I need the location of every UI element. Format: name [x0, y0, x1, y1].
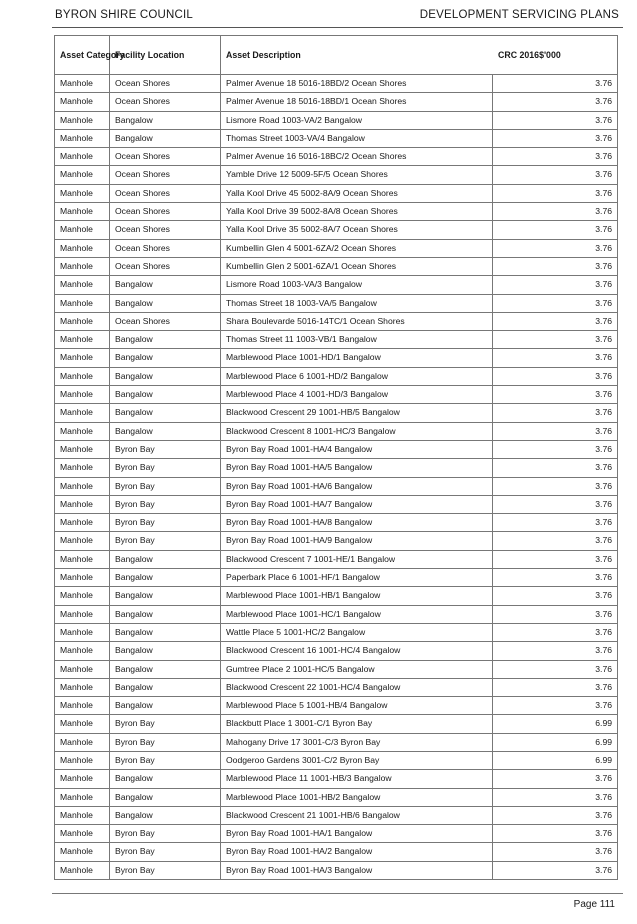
table-row: [55, 459, 618, 477]
table-header-row: [55, 36, 618, 75]
cell-asset-description: Blackwood Crescent 7 1001-HE/1 Bangalow: [221, 550, 493, 568]
cell-facility-location: Bangalow: [110, 276, 221, 294]
cell-crc: 3.76: [493, 697, 618, 715]
cell-asset-category: Manhole: [55, 459, 110, 477]
cell-facility-location: Bangalow: [110, 569, 221, 587]
asset-table: [54, 35, 618, 880]
cell-crc: 3.76: [493, 587, 618, 605]
cell-facility-location: Ocean Shores: [110, 203, 221, 221]
table-row: [55, 550, 618, 568]
table-row: [55, 294, 618, 312]
table-row: [55, 111, 618, 129]
cell-asset-description: Yalla Kool Drive 45 5002-8A/9 Ocean Shores: [221, 184, 493, 202]
cell-crc: 3.76: [493, 111, 618, 129]
cell-facility-location: Bangalow: [110, 642, 221, 660]
cell-asset-description: Gumtree Place 2 1001-HC/5 Bangalow: [221, 660, 493, 678]
cell-crc: 3.76: [493, 459, 618, 477]
cell-crc: 3.76: [493, 386, 618, 404]
cell-asset-category: Manhole: [55, 75, 110, 93]
cell-crc: 3.76: [493, 93, 618, 111]
cell-facility-location: Bangalow: [110, 605, 221, 623]
cell-crc: 3.76: [493, 843, 618, 861]
cell-asset-description: Byron Bay Road 1001-HA/7 Bangalow: [221, 495, 493, 513]
cell-facility-location: Bangalow: [110, 129, 221, 147]
cell-asset-description: Blackwood Crescent 29 1001-HB/5 Bangalow: [221, 404, 493, 422]
cell-crc: 3.76: [493, 550, 618, 568]
cell-asset-description: Byron Bay Road 1001-HA/2 Bangalow: [221, 843, 493, 861]
table-row: [55, 569, 618, 587]
cell-crc: 3.76: [493, 404, 618, 422]
cell-asset-description: Marblewood Place 1001-HB/2 Bangalow: [221, 788, 493, 806]
cell-asset-category: Manhole: [55, 203, 110, 221]
cell-crc: 3.76: [493, 257, 618, 275]
cell-facility-location: Byron Bay: [110, 477, 221, 495]
cell-crc: 3.76: [493, 788, 618, 806]
cell-asset-category: Manhole: [55, 715, 110, 733]
cell-asset-description: Palmer Avenue 16 5016-18BC/2 Ocean Shores: [221, 148, 493, 166]
cell-asset-category: Manhole: [55, 386, 110, 404]
cell-facility-location: Byron Bay: [110, 459, 221, 477]
cell-crc: 3.76: [493, 678, 618, 696]
cell-asset-category: Manhole: [55, 276, 110, 294]
table-row: [55, 221, 618, 239]
cell-facility-location: Ocean Shores: [110, 75, 221, 93]
cell-asset-category: Manhole: [55, 129, 110, 147]
cell-asset-description: Marblewood Place 1001-HB/1 Bangalow: [221, 587, 493, 605]
table-row: [55, 642, 618, 660]
cell-facility-location: Bangalow: [110, 294, 221, 312]
cell-asset-description: Marblewood Place 11 1001-HB/3 Bangalow: [221, 770, 493, 788]
cell-facility-location: Bangalow: [110, 111, 221, 129]
cell-crc: 3.76: [493, 221, 618, 239]
table-row: [55, 587, 618, 605]
cell-facility-location: Byron Bay: [110, 751, 221, 769]
cell-facility-location: Bangalow: [110, 349, 221, 367]
cell-asset-description: Yamble Drive 12 5009-5F/5 Ocean Shores: [221, 166, 493, 184]
cell-facility-location: Bangalow: [110, 367, 221, 385]
cell-asset-category: Manhole: [55, 532, 110, 550]
cell-asset-category: Manhole: [55, 221, 110, 239]
table-row: [55, 422, 618, 440]
table-row: [55, 788, 618, 806]
cell-facility-location: Byron Bay: [110, 715, 221, 733]
cell-facility-location: Ocean Shores: [110, 239, 221, 257]
cell-facility-location: Bangalow: [110, 587, 221, 605]
cell-asset-description: Paperbark Place 6 1001-HF/1 Bangalow: [221, 569, 493, 587]
cell-asset-category: Manhole: [55, 422, 110, 440]
column-header-group: [221, 36, 618, 75]
cell-crc: 3.76: [493, 75, 618, 93]
cell-asset-description: Lismore Road 1003-VA/2 Bangalow: [221, 111, 493, 129]
cell-asset-category: Manhole: [55, 678, 110, 696]
table-row: [55, 678, 618, 696]
table-row: [55, 440, 618, 458]
table-row: [55, 93, 618, 111]
table-row: [55, 148, 618, 166]
cell-asset-description: Yalla Kool Drive 35 5002-8A/7 Ocean Shores: [221, 221, 493, 239]
cell-facility-location: Byron Bay: [110, 825, 221, 843]
cell-asset-description: Blackwood Crescent 8 1001-HC/3 Bangalow: [221, 422, 493, 440]
cell-facility-location: Ocean Shores: [110, 148, 221, 166]
cell-crc: 3.76: [493, 440, 618, 458]
cell-asset-description: Wattle Place 5 1001-HC/2 Bangalow: [221, 623, 493, 641]
cell-asset-description: Kumbellin Glen 4 5001-6ZA/2 Ocean Shores: [221, 239, 493, 257]
cell-asset-category: Manhole: [55, 111, 110, 129]
page-number: Page 111: [573, 899, 615, 910]
cell-crc: 3.76: [493, 532, 618, 550]
cell-crc: 3.76: [493, 770, 618, 788]
table-row: [55, 843, 618, 861]
cell-asset-category: Manhole: [55, 788, 110, 806]
cell-crc: 3.76: [493, 514, 618, 532]
cell-asset-category: Manhole: [55, 477, 110, 495]
cell-asset-description: Byron Bay Road 1001-HA/9 Bangalow: [221, 532, 493, 550]
cell-asset-description: Oodgeroo Gardens 3001-C/2 Byron Bay: [221, 751, 493, 769]
cell-asset-description: Byron Bay Road 1001-HA/6 Bangalow: [221, 477, 493, 495]
cell-asset-category: Manhole: [55, 825, 110, 843]
table-row: [55, 751, 618, 769]
document-title: DEVELOPMENT SERVICING PLANS: [419, 9, 619, 21]
cell-asset-description: Marblewood Place 6 1001-HD/2 Bangalow: [221, 367, 493, 385]
column-header-facility-location: Facility Location: [110, 36, 221, 75]
council-name: BYRON SHIRE COUNCIL: [55, 9, 193, 21]
cell-crc: 3.76: [493, 349, 618, 367]
cell-asset-description: Yalla Kool Drive 39 5002-8A/8 Ocean Shores: [221, 203, 493, 221]
cell-asset-description: Palmer Avenue 18 5016-18BD/2 Ocean Shores: [221, 75, 493, 93]
cell-asset-category: Manhole: [55, 440, 110, 458]
cell-asset-description: Marblewood Place 1001-HC/1 Bangalow: [221, 605, 493, 623]
cell-asset-category: Manhole: [55, 605, 110, 623]
cell-asset-category: Manhole: [55, 751, 110, 769]
cell-asset-category: Manhole: [55, 93, 110, 111]
table-row: [55, 129, 618, 147]
table-row: [55, 75, 618, 93]
cell-asset-category: Manhole: [55, 257, 110, 275]
table-row: [55, 532, 618, 550]
cell-asset-category: Manhole: [55, 184, 110, 202]
cell-asset-description: Byron Bay Road 1001-HA/5 Bangalow: [221, 459, 493, 477]
cell-facility-location: Bangalow: [110, 660, 221, 678]
table-row: [55, 660, 618, 678]
table-row: [55, 386, 618, 404]
cell-asset-category: Manhole: [55, 495, 110, 513]
cell-facility-location: Bangalow: [110, 331, 221, 349]
cell-asset-description: Thomas Street 1003-VA/4 Bangalow: [221, 129, 493, 147]
cell-crc: 6.99: [493, 751, 618, 769]
cell-facility-location: Byron Bay: [110, 514, 221, 532]
cell-facility-location: Bangalow: [110, 697, 221, 715]
cell-asset-description: Thomas Street 18 1003-VA/5 Bangalow: [221, 294, 493, 312]
cell-asset-description: Shara Boulevarde 5016-14TC/1 Ocean Shores: [221, 312, 493, 330]
cell-asset-description: Marblewood Place 1001-HD/1 Bangalow: [221, 349, 493, 367]
cell-facility-location: Bangalow: [110, 788, 221, 806]
cell-crc: 3.76: [493, 806, 618, 824]
table-row: [55, 166, 618, 184]
cell-facility-location: Ocean Shores: [110, 221, 221, 239]
cell-facility-location: Bangalow: [110, 806, 221, 824]
cell-asset-category: Manhole: [55, 623, 110, 641]
cell-facility-location: Byron Bay: [110, 495, 221, 513]
cell-crc: 3.76: [493, 477, 618, 495]
cell-asset-category: Manhole: [55, 367, 110, 385]
cell-asset-description: Lismore Road 1003-VA/3 Bangalow: [221, 276, 493, 294]
cell-asset-description: Byron Bay Road 1001-HA/1 Bangalow: [221, 825, 493, 843]
cell-asset-description: Byron Bay Road 1001-HA/8 Bangalow: [221, 514, 493, 532]
cell-crc: 3.76: [493, 825, 618, 843]
cell-facility-location: Bangalow: [110, 386, 221, 404]
cell-facility-location: Byron Bay: [110, 843, 221, 861]
cell-asset-category: Manhole: [55, 331, 110, 349]
cell-facility-location: Bangalow: [110, 623, 221, 641]
cell-asset-description: Thomas Street 11 1003-VB/1 Bangalow: [221, 331, 493, 349]
cell-crc: 3.76: [493, 367, 618, 385]
cell-facility-location: Bangalow: [110, 550, 221, 568]
cell-asset-description: Blackbutt Place 1 3001-C/1 Byron Bay: [221, 715, 493, 733]
cell-crc: 3.76: [493, 660, 618, 678]
cell-asset-description: Marblewood Place 5 1001-HB/4 Bangalow: [221, 697, 493, 715]
cell-asset-category: Manhole: [55, 843, 110, 861]
cell-facility-location: Ocean Shores: [110, 184, 221, 202]
cell-facility-location: Byron Bay: [110, 532, 221, 550]
table-row: [55, 184, 618, 202]
cell-asset-category: Manhole: [55, 550, 110, 568]
cell-asset-category: Manhole: [55, 404, 110, 422]
table-row: [55, 605, 618, 623]
table-row: [55, 514, 618, 532]
cell-asset-description: Kumbellin Glen 2 5001-6ZA/1 Ocean Shores: [221, 257, 493, 275]
cell-crc: 3.76: [493, 294, 618, 312]
cell-facility-location: Byron Bay: [110, 733, 221, 751]
cell-facility-location: Bangalow: [110, 422, 221, 440]
cell-facility-location: Ocean Shores: [110, 257, 221, 275]
table-row: [55, 276, 618, 294]
cell-crc: 3.76: [493, 861, 618, 879]
column-header-asset-description: Asset Description: [226, 50, 301, 60]
cell-asset-category: Manhole: [55, 733, 110, 751]
cell-facility-location: Ocean Shores: [110, 93, 221, 111]
cell-crc: 3.76: [493, 312, 618, 330]
cell-crc: 6.99: [493, 733, 618, 751]
table-row: [55, 715, 618, 733]
cell-facility-location: Byron Bay: [110, 440, 221, 458]
cell-asset-category: Manhole: [55, 660, 110, 678]
table-row: [55, 806, 618, 824]
table-row: [55, 203, 618, 221]
cell-asset-description: Blackwood Crescent 21 1001-HB/6 Bangalow: [221, 806, 493, 824]
table-row: [55, 367, 618, 385]
table-row: [55, 312, 618, 330]
cell-asset-category: Manhole: [55, 806, 110, 824]
table-row: [55, 331, 618, 349]
cell-crc: 3.76: [493, 148, 618, 166]
cell-asset-description: Blackwood Crescent 16 1001-HC/4 Bangalow: [221, 642, 493, 660]
cell-asset-description: Byron Bay Road 1001-HA/3 Bangalow: [221, 861, 493, 879]
cell-asset-category: Manhole: [55, 861, 110, 879]
cell-facility-location: Bangalow: [110, 404, 221, 422]
cell-crc: 3.76: [493, 569, 618, 587]
column-header-asset-category: Asset Category: [55, 36, 110, 75]
cell-asset-description: Byron Bay Road 1001-HA/4 Bangalow: [221, 440, 493, 458]
cell-facility-location: Byron Bay: [110, 861, 221, 879]
cell-asset-category: Manhole: [55, 569, 110, 587]
cell-facility-location: Ocean Shores: [110, 312, 221, 330]
table-row: [55, 239, 618, 257]
cell-crc: 3.76: [493, 642, 618, 660]
cell-asset-category: Manhole: [55, 349, 110, 367]
cell-asset-category: Manhole: [55, 697, 110, 715]
cell-asset-category: Manhole: [55, 166, 110, 184]
cell-asset-category: Manhole: [55, 312, 110, 330]
cell-crc: 3.76: [493, 184, 618, 202]
cell-asset-description: Marblewood Place 4 1001-HD/3 Bangalow: [221, 386, 493, 404]
cell-asset-description: Mahogany Drive 17 3001-C/3 Byron Bay: [221, 733, 493, 751]
table-row: [55, 404, 618, 422]
table-row: [55, 770, 618, 788]
cell-crc: 3.76: [493, 239, 618, 257]
table-row: [55, 861, 618, 879]
column-header-crc: CRC 2016$'000: [498, 50, 561, 60]
table-row: [55, 349, 618, 367]
table-row: [55, 825, 618, 843]
cell-asset-category: Manhole: [55, 642, 110, 660]
cell-facility-location: Bangalow: [110, 678, 221, 696]
cell-crc: 3.76: [493, 623, 618, 641]
table-row: [55, 495, 618, 513]
cell-crc: 3.76: [493, 331, 618, 349]
table-row: [55, 733, 618, 751]
cell-crc: 3.76: [493, 276, 618, 294]
cell-asset-description: Palmer Avenue 18 5016-18BD/1 Ocean Shores: [221, 93, 493, 111]
cell-asset-category: Manhole: [55, 514, 110, 532]
table-row: [55, 477, 618, 495]
cell-crc: 3.76: [493, 129, 618, 147]
cell-asset-category: Manhole: [55, 148, 110, 166]
table-row: [55, 257, 618, 275]
cell-crc: 3.76: [493, 203, 618, 221]
cell-facility-location: Ocean Shores: [110, 166, 221, 184]
table-row: [55, 623, 618, 641]
header-divider: [52, 27, 623, 28]
table-row: [55, 697, 618, 715]
cell-crc: 3.76: [493, 422, 618, 440]
cell-crc: 3.76: [493, 495, 618, 513]
cell-crc: 3.76: [493, 166, 618, 184]
cell-asset-category: Manhole: [55, 294, 110, 312]
cell-asset-category: Manhole: [55, 239, 110, 257]
cell-asset-category: Manhole: [55, 587, 110, 605]
cell-crc: 6.99: [493, 715, 618, 733]
cell-crc: 3.76: [493, 605, 618, 623]
footer-divider: [52, 893, 623, 894]
cell-asset-category: Manhole: [55, 770, 110, 788]
cell-asset-description: Blackwood Crescent 22 1001-HC/4 Bangalow: [221, 678, 493, 696]
cell-facility-location: Bangalow: [110, 770, 221, 788]
